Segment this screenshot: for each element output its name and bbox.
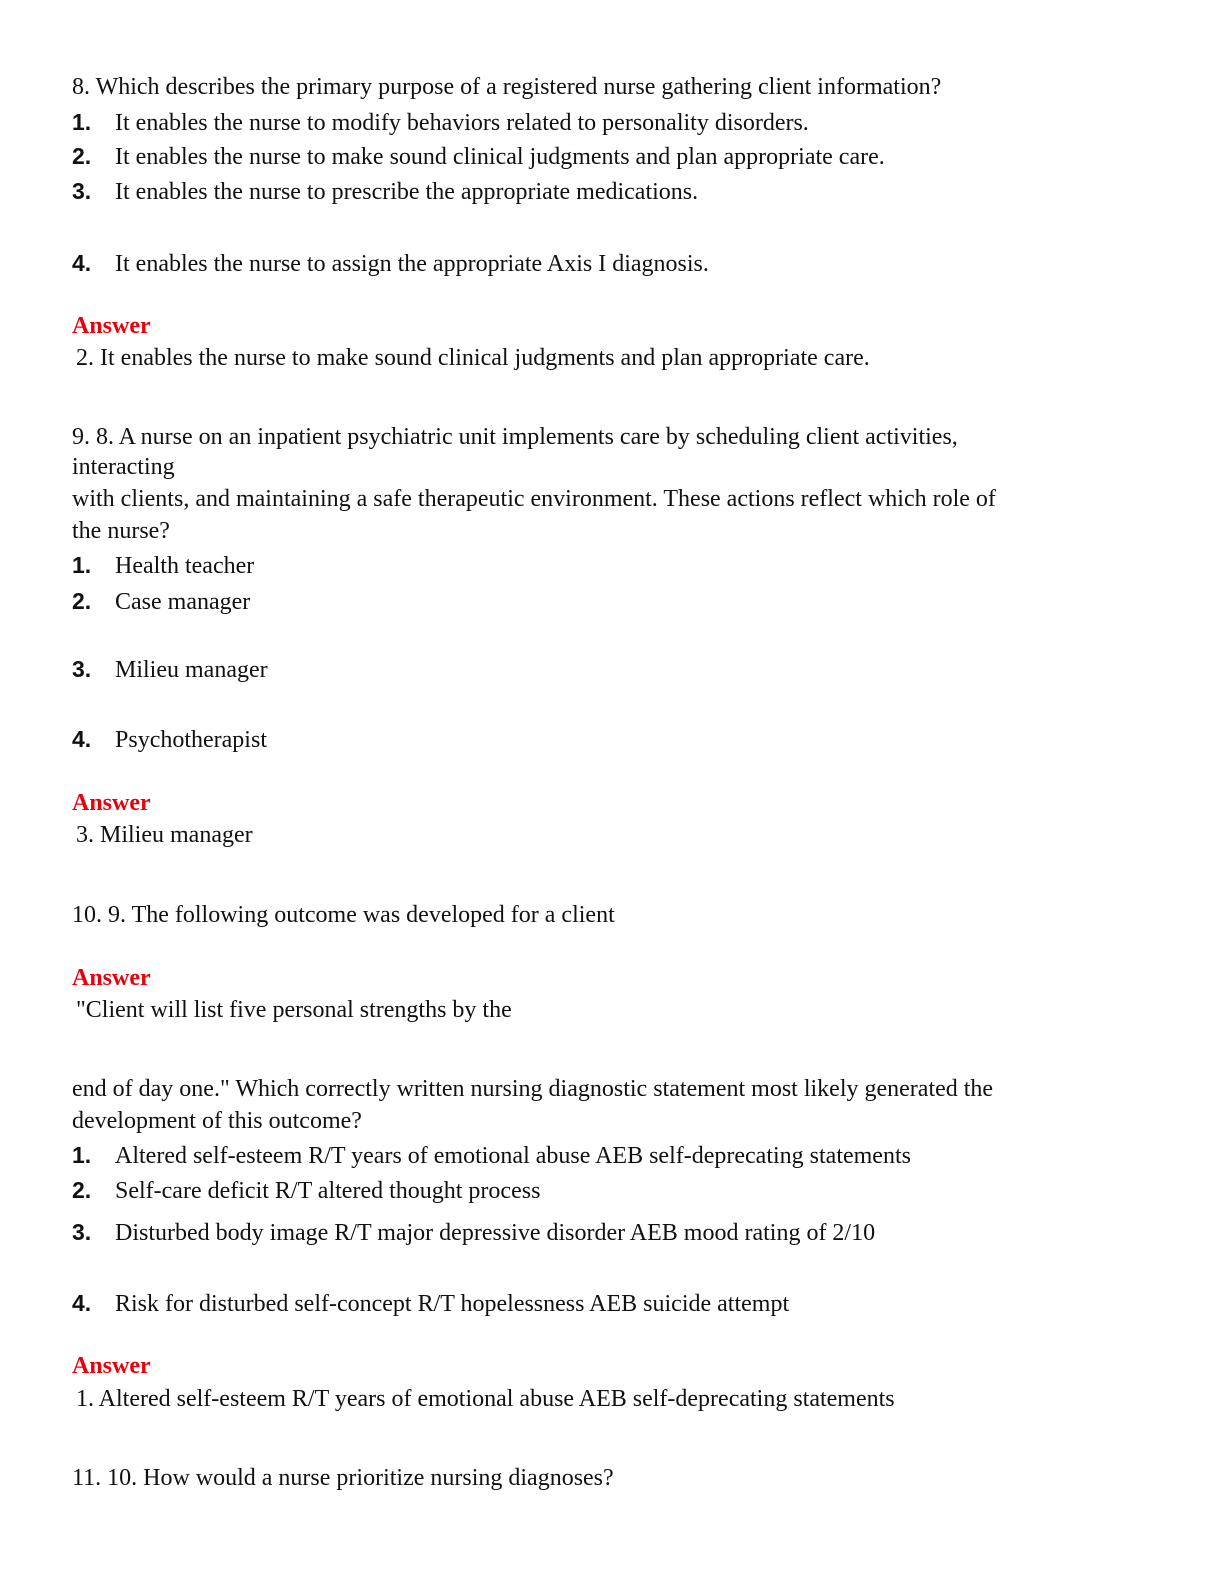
question-8-option-1 [72, 107, 809, 138]
option-number: 1. [72, 1142, 92, 1168]
option-number: 4. [72, 250, 92, 276]
option-text: Risk for disturbed self-concept R/T hopelessness AEB suicide attempt [115, 1291, 790, 1317]
answer-label: Answer [72, 790, 151, 816]
option-text: Health teacher [115, 553, 255, 579]
question-11-stem: 11. 10. How would a nurse prioritize nursing diagnoses? [72, 1465, 614, 1491]
option-text: Case manager [115, 589, 251, 615]
question-10-option-3 [72, 1217, 875, 1248]
question-10-stem: 10. 9. The following outcome was developed for a client [72, 902, 615, 928]
question-9-option-1 [72, 550, 254, 581]
question-9-stem-line-2: interacting [72, 454, 175, 480]
option-text: Disturbed body image R/T major depressive disorder AEB mood rating of 2/10 [115, 1220, 876, 1246]
option-number: 3. [72, 1219, 92, 1245]
question-9-stem-line-4: the nurse? [72, 518, 170, 544]
option-text: It enables the nurse to modify behaviors related to personality disorders. [115, 110, 809, 136]
answer-text: 2. It enables the nurse to make sound clinical judgments and plan appropriate care. [76, 345, 870, 371]
question-8-option-2 [72, 141, 885, 172]
question-10-continuation-line-2: development of this outcome? [72, 1108, 362, 1134]
option-text: It enables the nurse to assign the appropriate Axis I diagnosis. [115, 251, 709, 277]
question-10-continuation-line-1: end of day one." Which correctly written nursing diagnostic statement most likely generated the [72, 1076, 994, 1102]
option-number: 4. [72, 726, 92, 752]
option-text: Altered self-esteem R/T years of emotional abuse AEB self-deprecating statements [115, 1143, 911, 1169]
question-9-stem-line-1: 9. 8. A nurse on an inpatient psychiatric unit implements care by scheduling client activities, [72, 424, 958, 450]
option-text: It enables the nurse to make sound clinical judgments and plan appropriate care. [115, 144, 885, 170]
answer-text: 1. Altered self-esteem R/T years of emotional abuse AEB self-deprecating statements [76, 1386, 895, 1412]
option-number: 3. [72, 178, 92, 204]
option-text: Psychotherapist [115, 727, 267, 753]
question-8-option-3 [72, 176, 698, 207]
question-8-option-4 [72, 248, 709, 279]
question-9-option-3 [72, 654, 268, 685]
answer-label: Answer [72, 965, 151, 991]
option-number: 2. [72, 143, 92, 169]
answer-label: Answer [72, 313, 151, 339]
question-9-stem-line-3: with clients, and maintaining a safe therapeutic environment. These actions reflect which role of [72, 486, 996, 512]
option-number: 1. [72, 552, 92, 578]
answer-text: 3. Milieu manager [76, 822, 253, 848]
question-9-option-4 [72, 724, 267, 755]
option-text: It enables the nurse to prescribe the appropriate medications. [115, 179, 699, 205]
question-10-option-4 [72, 1288, 789, 1319]
option-number: 2. [72, 588, 92, 614]
question-8-stem: 8. Which describes the primary purpose of a registered nurse gathering client information? [72, 74, 942, 100]
question-9-option-2 [72, 586, 250, 617]
option-number: 2. [72, 1177, 92, 1203]
question-10-option-2 [72, 1175, 540, 1206]
answer-label: Answer [72, 1353, 151, 1379]
option-text: Milieu manager [115, 657, 268, 683]
option-number: 4. [72, 1290, 92, 1316]
question-10-option-1 [72, 1140, 911, 1171]
answer-text: "Client will list five personal strengths by the [76, 997, 512, 1023]
option-number: 1. [72, 109, 92, 135]
option-number: 3. [72, 656, 92, 682]
option-text: Self-care deficit R/T altered thought process [115, 1178, 541, 1204]
